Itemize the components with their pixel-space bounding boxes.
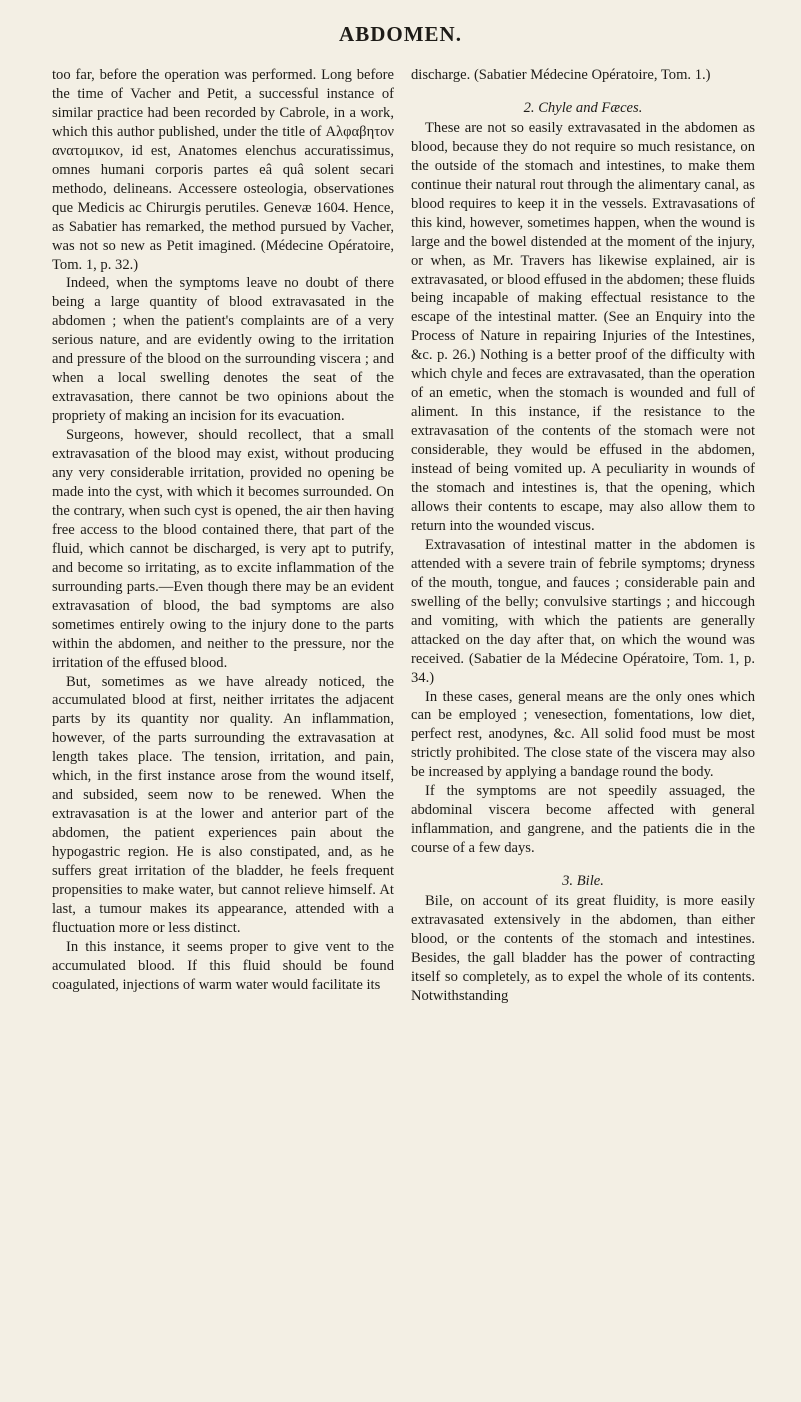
paragraph: In this instance, it seems proper to give vent to the accumulated blood. If this fluid should be found coagulated, injections of warm water would facilitate its: [52, 938, 394, 993]
paragraph: If the symptoms are not speedily assuaged, the abdominal viscera become affected with general inflammation, and gangrene, and the patients die in the course of a few days.: [411, 783, 755, 857]
paragraph: too far, before the operation was performed. Long before the time of Vacher and Petit, a successful instance of similar practice had been recorded by Cabrole, in a work, which this author published, under the title of Αλφαβητον ανατομικον, id est, Anatomes elenchus accuratissimus, omnes humani corporis partes eâ quâ solent secari methodo, delineans. Accessere osteologia, observationes que Medicis ac Chirurgis perutiles. Genevæ 1604. Hence, as Sabatier has remarked, the method pursued by Vacher, was not so new as Petit imagined. (Médecine Opératoire, Tom. 1, p. 32.): [52, 67, 394, 273]
section-heading: 2. Chyle and Fæces.: [523, 99, 643, 116]
paragraph: Bile, on account of its great fluidity, is more easily extravasated extensively in the abdomen, than either blood, or the contents of the stomach and intestines. Besides, the gall bladder has the power of contracting itself so completely, as to expel the whole of its contents. Notwithstanding: [411, 893, 755, 1004]
running-head: ABDOMEN.: [339, 22, 462, 46]
paragraph: These are not so easily extravasated in the abdomen as blood, because they do not require so much resistance, on the outside of the stomach and intestines, to make them continue their natural rout through the alimentary canal, as blood requires to keep it in the vessels. Extravasations of this kind, however, sometimes happen, when the wound is large and the bowel distended at the moment of the injury, or when, as Mr. Travers has likewise explained, air is extravasated, or blood effused in the abdomen; these fluids being incapable of making effectual resistance to the escape of the intestinal matter. (See an Enquiry into the Process of Nature in repairing Injuries of the Intestines, &c. p. 26.) Nothing is a better proof of the difficulty with which chyle and feces are extravasated, than the operation of an emetic, when the stomach is wounded and full of aliment. In this instance, if the resistance to the extravasation of the contents of the stomach were not considerable, they would be effused in the abdomen, instead of being vomited up. A peculiarity in wounds of the stomach and intestines is, that the opening, which allows their contents to escape, may also allow them to return into the wounded viscus.: [411, 119, 755, 534]
right-column: [411, 66, 755, 1006]
paragraph: Extravasation of intestinal matter in the abdomen is attended with a severe train of febrile symptoms; dryness of the mouth, tongue, and fauces ; considerable pain and swelling of the belly; convulsive startings ; and hiccough and vomiting, with which the patients are generally attacked on the day after that, on which the wound was received. (Sabatier de la Médecine Opératoire, Tom. 1, p. 34.): [411, 536, 755, 686]
paragraph: But, sometimes as we have already noticed, the accumulated blood at first, neither irritates the adjacent parts by its quantity nor quality. An inflammation, however, of the parts surrounding the extravasation at length takes place. The tension, irritation, and pain, which, in the first instance arose from the wound itself, and subsided, seem now to be renewed. When the extravasation is at the lower and anterior part of the abdomen, the patient experiences pain about the hypogastric region. He is also constipated, and, as he suffers great irritation of the bladder, he feels frequent propensities to make water, but cannot relieve himself. At last, a tumour makes its appearance, attended with a fluctuation more or less distinct.: [52, 673, 394, 936]
left-column: [52, 66, 394, 995]
paragraph: discharge. (Sabatier Médecine Opératoire, Tom. 1.): [411, 67, 711, 83]
section-heading: 3. Bile.: [562, 873, 604, 890]
paragraph: Indeed, when the symptoms leave no doubt of there being a large quantity of blood extravasated in the abdomen ; when the patient's complaints are of a very serious nature, and are evidently owing to the irritation and pressure of the blood on the surrounding viscera ; and when a local swelling denotes the seat of the extravasation, there cannot be two opinions about the propriety of making an incision for its evacuation.: [52, 275, 394, 425]
paragraph: In these cases, general means are the only ones which can be employed ; venesection, fomentations, low diet, perfect rest, anodynes, &c. All solid food must be most strictly prohibited. The close state of the viscera may also be increased by applying a bandage round the body.: [411, 688, 755, 781]
paragraph: Surgeons, however, should recollect, that a small extravasation of the blood may exist, without producing any very considerable irritation, provided no opening be made into the cyst, with which it becomes surrounded. On the contrary, when such cyst is opened, the air then having free access to the blood contained there, that part of the fluid, which cannot be discharged, is very apt to putrify, and become so irritating, as to excite inflammation of the surrounding parts.—Even though there may be an evident extravasation of blood, the bad symptoms are also sometimes entirely owing to the injury done to the parts within the abdomen, and neither to the pressure, nor the irritation of the effused blood.: [52, 427, 394, 671]
